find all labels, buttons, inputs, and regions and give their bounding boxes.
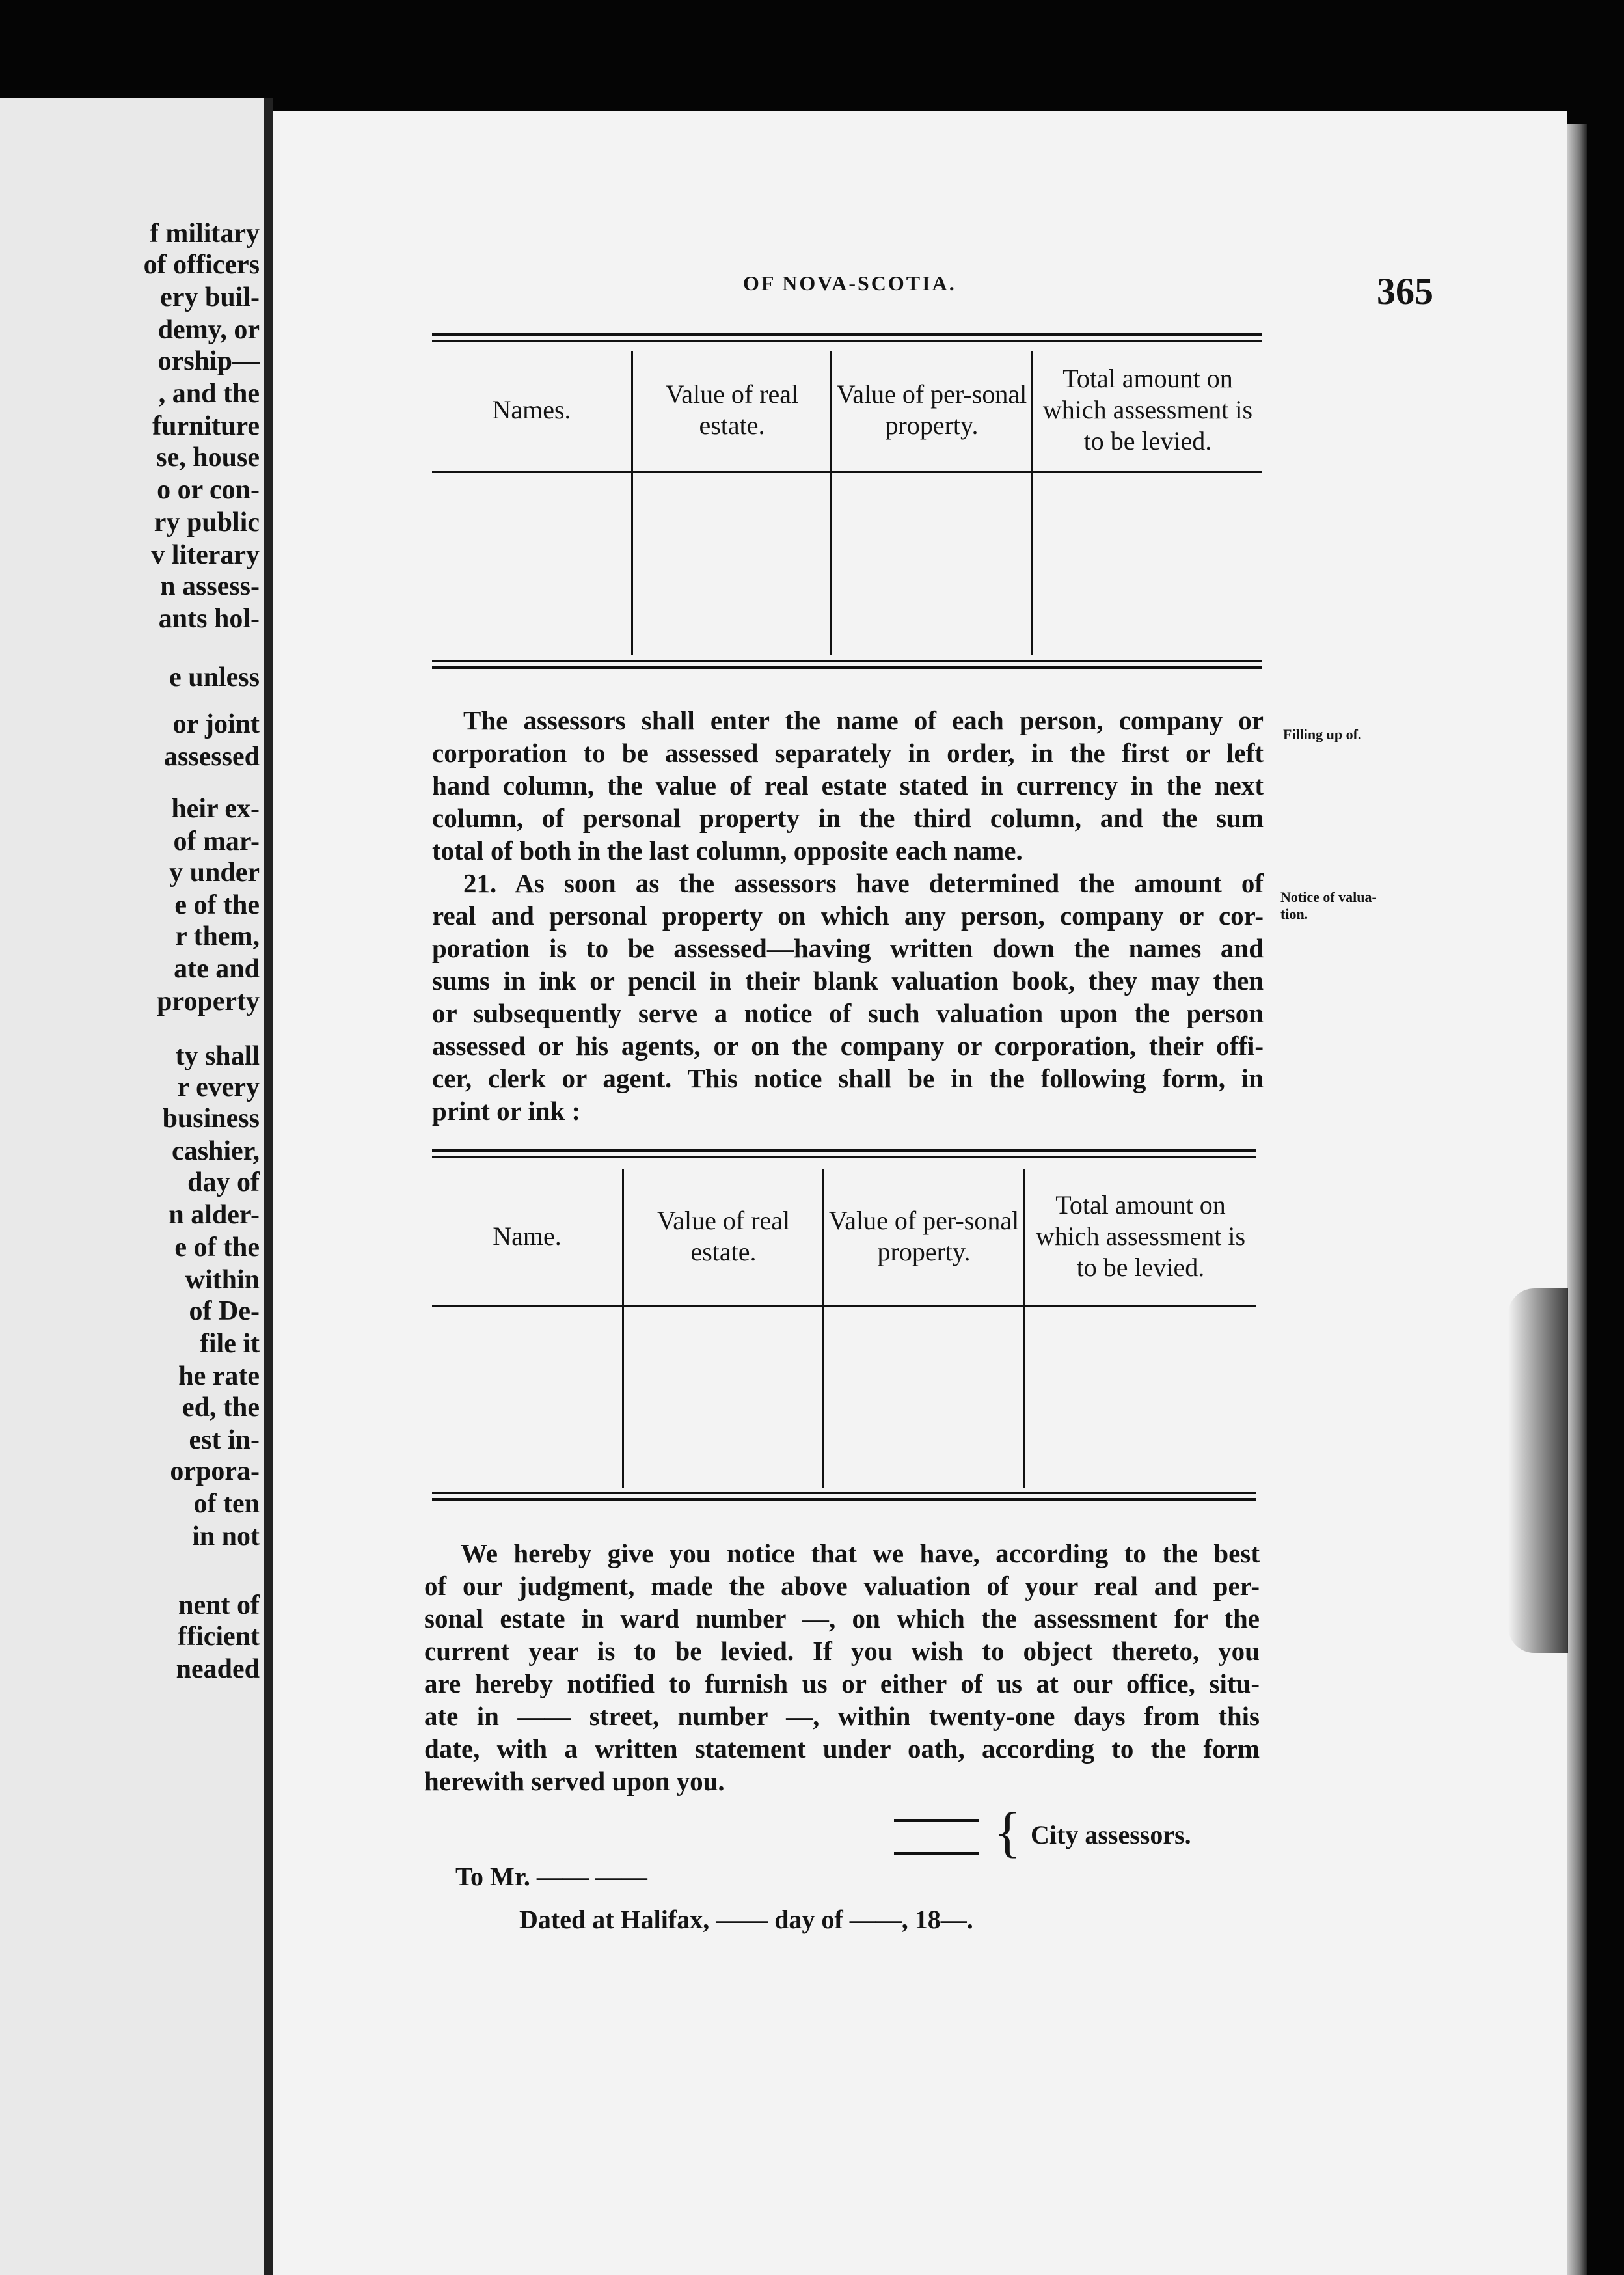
margin-note-line: Notice of valua- [1280,889,1377,905]
previous-page-fragment-line: of mar- [173,826,260,856]
book-gutter [264,98,273,2275]
previous-page-fragment-line: or joint [172,709,260,739]
previous-page-fragment [0,98,264,2275]
text-line: current year is to be levied. If you wish to object thereto, you [424,1636,1260,1666]
text-line: date, with a written statement under oath, according to the form [424,1734,1260,1764]
table-header-cell: Value of real estate. [656,1206,791,1266]
text-line: We hereby give you notice that we have, according to the best [461,1538,1260,1568]
text-line: hand column, the value of real estate stated in currency in the next [432,770,1264,800]
previous-page-fragment-line: property [157,987,260,1016]
previous-page-fragment-line: , and the [158,379,260,409]
previous-page-fragment-line: f military [149,219,260,249]
text-line: cer, clerk or agent. This notice shall be in the following form, in [432,1063,1264,1093]
previous-page-fragment-line: day of [187,1167,260,1197]
previous-page-fragment-line: e unless [169,662,260,692]
text-line: print or ink : [432,1096,581,1126]
previous-page-fragment-line: furniture [152,411,260,441]
previous-page-fragment-line: orship— [157,346,260,376]
text-line: ate in —— street, number —, within twenty-one days from this [424,1701,1260,1731]
previous-page-fragment-line: nent of [178,1590,260,1620]
previous-page-fragment-line: r every [177,1072,260,1102]
previous-page-fragment-line: e of the [174,1233,260,1262]
text-line: are hereby notified to furnish us or either of us at our office, situ- [424,1669,1260,1698]
table-header-cell: Value of per-sonal property. [836,379,1027,440]
previous-page-fragment-line: assessed [163,742,260,772]
previous-page-fragment-line: ery buil- [160,282,260,312]
table-header-cell: Total amount on which assessment is to be levied. [1035,1190,1246,1282]
previous-page-fragment-line: within [185,1265,260,1295]
margin-note [1280,889,1377,923]
previous-page-fragment-line: v literary [151,540,260,570]
previous-page-fragment-line: of De- [189,1296,260,1326]
previous-page-fragment-line: cashier, [172,1136,260,1166]
text-line: real and personal property on which any person, company or cor- [432,901,1264,931]
dated-line: Dated at Halifax, —— day of ——, 18—. [519,1905,973,1934]
text-line: sonal estate in ward number —, on which the assessment for the [424,1603,1260,1633]
previous-page-fragment-line: file it [199,1329,260,1359]
margin-note-line: tion. [1280,906,1308,923]
page-edge [1567,124,1587,2275]
addressee-line: To Mr. —— —— [455,1862,647,1891]
thumb-shadow [1508,1288,1568,1653]
notice-paragraph [424,1537,1260,1797]
previous-page-fragment-line: ate and [174,954,260,984]
previous-page-fragment-line: ed, the [182,1393,260,1423]
previous-page-fragment-line: fficient [178,1622,260,1652]
table-header-cell: Name. [493,1221,562,1251]
text-line: herewith served upon you. [424,1766,725,1796]
margin-note: Filling up of. [1283,726,1362,742]
section-21-paragraph [432,867,1264,1127]
previous-page-fragment-line: neaded [176,1654,260,1684]
previous-page-fragment-line: est in- [189,1425,260,1455]
text-line: 21. As soon as the assessors have determined the amount of [463,868,1264,898]
instructions-paragraph [432,704,1264,867]
previous-page-fragment-line: ants hol- [158,604,260,634]
previous-page-fragment-line: r them, [175,921,260,951]
running-title: OF NOVA-SCOTIA. [743,271,956,295]
text-line: or subsequently serve a notice of such valuation upon the person [432,998,1264,1028]
text-line: of our judgment, made the above valuation of your real and per- [424,1571,1260,1601]
previous-page-fragment-line: of ten [193,1489,260,1519]
previous-page-fragment-line: in not [192,1521,260,1551]
previous-page-fragment-line: se, house [156,443,260,472]
signature-blanks [894,1814,990,1860]
previous-page-fragment-line: he rate [178,1361,260,1391]
previous-page-fragment-line: ry public [154,508,260,538]
page-number: 365 [1377,270,1433,312]
previous-page-fragment-line: orpora- [170,1456,260,1486]
previous-page-fragment-line: demy, or [157,315,260,345]
text-line: assessed or his agents, or on the company or corporation, their offi- [432,1031,1264,1061]
previous-page-fragment-line: n alder- [169,1200,260,1230]
valuation-book-table [432,333,1262,672]
text-line: poration is to be assessed—having written down the names and [432,933,1264,963]
text-line: sums in ink or pencil in their blank valuation book, they may then [432,966,1264,996]
text-line: corporation to be assessed separately in order, in the first or left [432,738,1264,768]
previous-page-fragment-line: business [162,1104,260,1134]
text-line: The assessors shall enter the name of each person, company or [463,705,1264,735]
previous-page-fragment-line: y under [169,858,260,888]
table-header-cell: Total amount on which assessment is to be levied. [1042,364,1253,456]
previous-page-fragment-line: e of the [174,890,260,920]
text-line: column, of personal property in the third column, and the sum [432,803,1264,833]
city-assessors-label: City assessors. [1031,1820,1191,1849]
table-header-cell: Value of real estate. [665,379,799,440]
text-line: total of both in the last column, opposite each name. [432,836,1023,865]
previous-page-fragment-line: of officers [143,250,260,280]
valuation-notice-table [432,1149,1256,1508]
previous-page-fragment-line: o or con- [157,475,260,505]
table-header-cell: Names. [492,395,571,424]
brace-symbol: { [994,1801,1022,1863]
previous-page-fragment-line: ty shall [175,1041,260,1071]
table-header-cell: Value of per-sonal property. [828,1206,1020,1266]
previous-page-fragment-line: n assess- [160,571,260,601]
previous-page-fragment-line: heir ex- [171,794,260,824]
